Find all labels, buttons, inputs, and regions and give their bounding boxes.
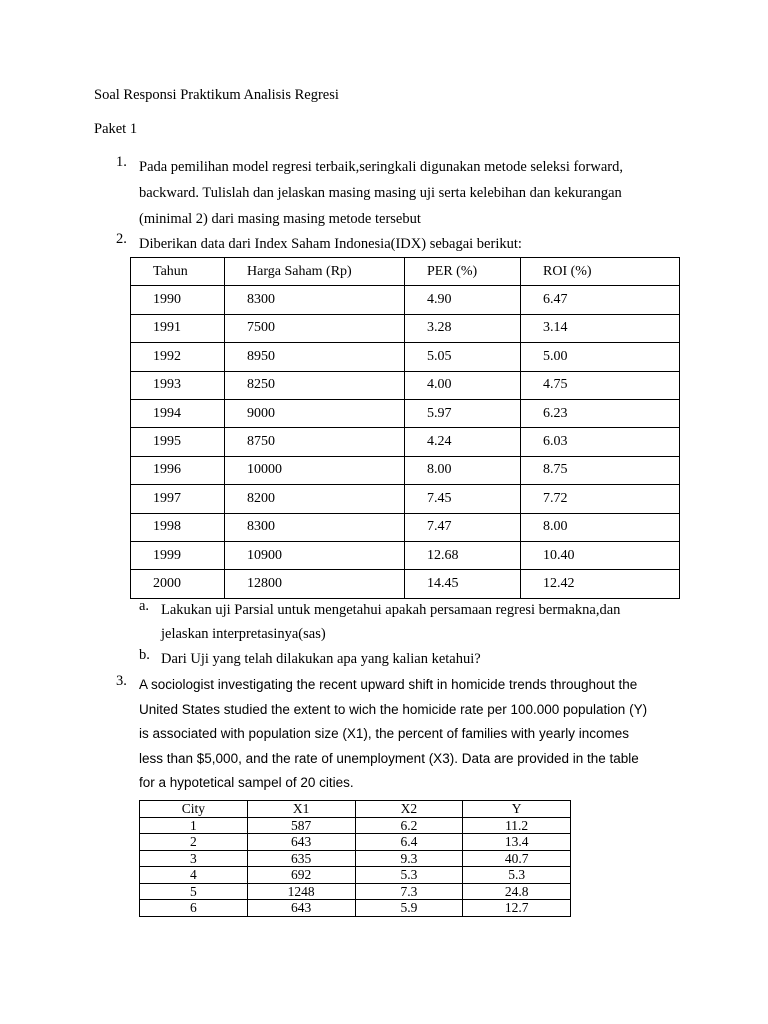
- table-cell: 7.47: [405, 513, 521, 541]
- table-row: [131, 428, 680, 456]
- table-cell: 5.00: [521, 343, 680, 371]
- table-row: [131, 513, 680, 541]
- table-header-cell: City: [140, 801, 248, 818]
- table-cell: 13.4: [463, 834, 571, 851]
- question-3-text: [139, 673, 647, 796]
- question-2-text: Diberikan data dari Index Saham Indonesia(IDX) sebagai berikut:: [139, 236, 522, 252]
- table-header-cell: Tahun: [131, 258, 225, 286]
- table-cell: 6.03: [521, 428, 680, 456]
- table-cell: 1994: [131, 399, 225, 427]
- table-cell: 635: [247, 850, 355, 867]
- question-1-text: [139, 154, 623, 232]
- table-cell: 5: [140, 883, 248, 900]
- table-cell: 10900: [225, 541, 405, 569]
- table-cell: 9.3: [355, 850, 463, 867]
- table-row: [140, 900, 571, 917]
- table-cell: 12.42: [521, 570, 680, 598]
- text-line: jelaskan interpretasinya(sas): [161, 626, 326, 642]
- table-cell: 12.68: [405, 541, 521, 569]
- table-cell: 1999: [131, 541, 225, 569]
- table-cell: 2: [140, 834, 248, 851]
- question-2a-text: [161, 598, 620, 646]
- table-cell: 5.97: [405, 399, 521, 427]
- table-row: [140, 850, 571, 867]
- table-cell: 6.47: [521, 286, 680, 314]
- table-cell: 7500: [225, 314, 405, 342]
- table-cell: 10.40: [521, 541, 680, 569]
- table-cell: 8.00: [405, 456, 521, 484]
- table-cell: 4.00: [405, 371, 521, 399]
- table-header-row: [131, 258, 680, 286]
- table-cell: 5.3: [355, 867, 463, 884]
- table-cell: 10000: [225, 456, 405, 484]
- table-row: [131, 541, 680, 569]
- table-cell: 9000: [225, 399, 405, 427]
- table-cell: 692: [247, 867, 355, 884]
- table-cell: 7.45: [405, 485, 521, 513]
- table-cell: 4.90: [405, 286, 521, 314]
- table-cell: 5.9: [355, 900, 463, 917]
- text-line: backward. Tulislah dan jelaskan masing masing uji serta kelebihan dan kekurangan: [139, 185, 622, 201]
- table-cell: 1998: [131, 513, 225, 541]
- table-cell: 6.2: [355, 817, 463, 834]
- table-row: [140, 867, 571, 884]
- table-cell: 8750: [225, 428, 405, 456]
- text-line: less than $5,000, and the rate of unemployment (X3). Data are provided in the table: [139, 750, 639, 766]
- table-cell: 8300: [225, 513, 405, 541]
- table-row: [131, 456, 680, 484]
- question-number: 3.: [116, 673, 127, 689]
- table-cell: 8200: [225, 485, 405, 513]
- table-row: [131, 314, 680, 342]
- table-cell: 643: [247, 900, 355, 917]
- table-row: [140, 883, 571, 900]
- table-row: [131, 399, 680, 427]
- table-cell: 5.05: [405, 343, 521, 371]
- table-cell: 5.3: [463, 867, 571, 884]
- table-cell: 1997: [131, 485, 225, 513]
- text-line: is associated with population size (X1), the percent of families with yearly incomes: [139, 726, 629, 741]
- table-cell: 12800: [225, 570, 405, 598]
- table-cell: 4: [140, 867, 248, 884]
- table-cell: 1991: [131, 314, 225, 342]
- idx-table: [130, 257, 680, 599]
- table-cell: 14.45: [405, 570, 521, 598]
- package-label: Paket 1: [94, 121, 138, 137]
- table-cell: 12.7: [463, 900, 571, 917]
- sub-letter: a.: [139, 598, 150, 614]
- table-row: [131, 570, 680, 598]
- text-line: Lakukan uji Parsial untuk mengetahui apakah persamaan regresi bermakna,dan: [161, 602, 621, 618]
- table-cell: 7.72: [521, 485, 680, 513]
- city-table: [139, 800, 571, 917]
- table-cell: 8.00: [521, 513, 680, 541]
- table-row: [131, 371, 680, 399]
- table-cell: 8300: [225, 286, 405, 314]
- question-number: 1.: [116, 154, 127, 170]
- table-header-cell: Y: [463, 801, 571, 818]
- table-row: [140, 834, 571, 851]
- table-cell: 1990: [131, 286, 225, 314]
- table-cell: 4.75: [521, 371, 680, 399]
- table-cell: 1: [140, 817, 248, 834]
- table-cell: 6.23: [521, 399, 680, 427]
- table-row: [131, 485, 680, 513]
- table-cell: 3.28: [405, 314, 521, 342]
- table-cell: 40.7: [463, 850, 571, 867]
- table-header-row: [140, 801, 571, 818]
- text-line: for a hypotetical sampel of 20 cities.: [139, 775, 354, 790]
- question-2b-text: Dari Uji yang telah dilakukan apa yang kalian ketahui?: [161, 651, 481, 667]
- table-cell: 8.75: [521, 456, 680, 484]
- table-cell: 1993: [131, 371, 225, 399]
- table-header-cell: X2: [355, 801, 463, 818]
- table-cell: 4.24: [405, 428, 521, 456]
- table-cell: 1996: [131, 456, 225, 484]
- table-cell: 1248: [247, 883, 355, 900]
- table-cell: 2000: [131, 570, 225, 598]
- table-cell: 11.2: [463, 817, 571, 834]
- table-cell: 8250: [225, 371, 405, 399]
- idx-table-body: [131, 258, 680, 599]
- table-cell: 6: [140, 900, 248, 917]
- table-header-cell: Harga Saham (Rp): [225, 258, 405, 286]
- table-header-cell: PER (%): [405, 258, 521, 286]
- table-cell: 643: [247, 834, 355, 851]
- table-cell: 6.4: [355, 834, 463, 851]
- text-line: A sociologist investigating the recent upward shift in homicide trends throughout the: [139, 677, 638, 692]
- text-line: United States studied the extent to wich the homicide rate per 100.000 population (Y): [139, 701, 648, 717]
- table-row: [131, 286, 680, 314]
- document-title: Soal Responsi Praktikum Analisis Regresi: [94, 87, 339, 103]
- table-header-cell: ROI (%): [521, 258, 680, 286]
- question-number: 2.: [116, 231, 127, 247]
- table-cell: 7.3: [355, 883, 463, 900]
- table-row: [131, 343, 680, 371]
- text-line: (minimal 2) dari masing masing metode tersebut: [139, 211, 421, 227]
- city-table-body: [140, 801, 571, 917]
- text-line: Pada pemilihan model regresi terbaik,seringkali digunakan metode seleksi forward,: [139, 159, 623, 175]
- table-cell: 3.14: [521, 314, 680, 342]
- table-cell: 3: [140, 850, 248, 867]
- table-cell: 587: [247, 817, 355, 834]
- table-header-cell: X1: [247, 801, 355, 818]
- sub-letter: b.: [139, 647, 150, 663]
- table-cell: 24.8: [463, 883, 571, 900]
- table-cell: 8950: [225, 343, 405, 371]
- table-row: [140, 817, 571, 834]
- table-cell: 1992: [131, 343, 225, 371]
- table-cell: 1995: [131, 428, 225, 456]
